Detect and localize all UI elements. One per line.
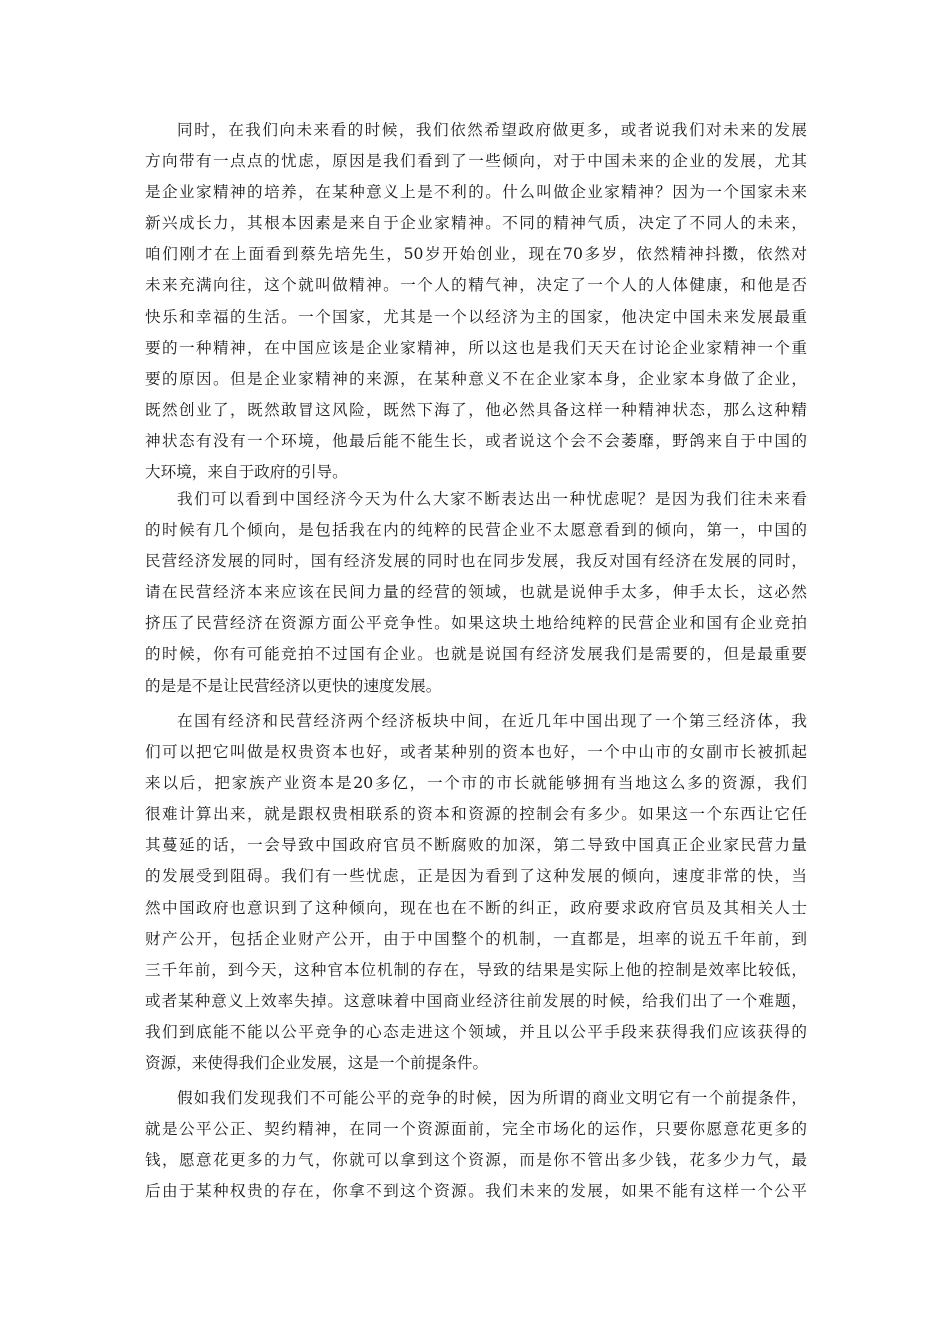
text-line: 钱，愿意花更多的力气，你就可以拿到这个资源，而是你不管出多少钱，花多少力气，最 (145, 1151, 807, 1170)
text-line: 方向带有一点点的忧虑，原因是我们看到了一些倾向，对于中国未来的企业的发展，尤其 (145, 152, 807, 171)
text-line: 大环境，来自于政府的引导。 (145, 463, 348, 482)
paragraph-4 (145, 1083, 807, 1207)
text-line: 未来充满向往，这个就叫做精神。一个人的精气神，决定了一个人的人体健康，和他是否 (145, 276, 807, 295)
text-line: 的时候，你有可能竞拍不过国有企业。也就是说国有经济发展我们是需要的，但是最重要 (145, 645, 807, 664)
text-line: 新兴成长力，其根本因素是来自于企业家精神。不同的精神气质，决定了不同人的未来， (145, 214, 807, 233)
text-line: 资源，来使得我们企业发展，这是一个前提条件。 (145, 1054, 489, 1073)
text-line: 就是公平公正、契约精神，在同一个资源面前，完全市场化的运作，只要你愿意花更多的 (145, 1120, 807, 1139)
paragraph-3 (145, 706, 807, 1079)
text-line: 是企业家精神的培养，在某种意义上是不利的。什么叫做企业家精神？因为一个国家未来 (145, 183, 807, 202)
text-line: 请在民营经济本来应该在民间力量的经营的领域，也就是说伸手太多，伸手太长，这必然 (145, 583, 807, 602)
text-line: 然中国政府也意识到了这种倾向，现在也在不断的纠正，政府要求政府官员及其相关人士 (145, 898, 807, 917)
text-line: 的时候有几个倾向，是包括我在内的纯粹的民营企业不太愿意看到的倾向，第一，中国的 (145, 521, 807, 540)
text-line: 咱们刚才在上面看到蔡先培先生，50岁开始创业，现在70多岁，依然精神抖擞，依然对 (145, 245, 807, 264)
text-line: 来以后，把家族产业资本是20多亿，一个市的市长就能够拥有当地这么多的资源，我们 (145, 774, 807, 793)
paragraph-2 (145, 484, 807, 702)
text-line: 要的原因。但是企业家精神的来源，在某种意义不在企业家本身，企业家本身做了企业， (145, 369, 807, 388)
text-line: 在国有经济和民营经济两个经济板块中间，在近几年中国出现了一个第三经济体，我 (177, 712, 807, 730)
text-line: 既然创业了，既然敢冒这风险，既然下海了，他必然具备这样一种精神状态，那么这种精 (145, 400, 807, 419)
text-line: 财产公开，包括企业财产公开，由于中国整个的机制，一直都是，坦率的说五千年前，到 (145, 929, 807, 948)
text-line: 的是是不是让民营经济以更快的速度发展。 (145, 676, 442, 695)
text-line: 我们到底能不能以公平竞争的心态走进这个领域，并且以公平手段来获得我们应该获得的 (145, 1022, 807, 1041)
text-line: 同时，在我们向未来看的时候，我们依然希望政府做更多，或者说我们对未来的发展 (177, 121, 807, 139)
text-line: 挤压了民营经济在资源方面公平竞争性。如果这块土地给纯粹的民营企业和国有企业竞拍 (145, 614, 807, 633)
paragraph-1 (145, 115, 807, 488)
text-line: 我们可以看到中国经济今天为什么大家不断表达出一种忧虑呢？是因为我们往未来看 (177, 490, 807, 508)
text-line: 的发展受到阻碍。我们有一些忧虑，正是因为看到了这种发展的倾向，速度非常的快，当 (145, 867, 807, 886)
text-line: 后由于某种权贵的存在，你拿不到这个资源。我们未来的发展，如果不能有这样一个公平 (145, 1182, 807, 1201)
text-line: 假如我们发现我们不可能公平的竞争的时候，因为所谓的商业文明它有一个前提条件， (177, 1089, 807, 1107)
text-line: 三千年前，到今天，这种官本位机制的存在，导致的结果是实际上他的控制是效率比较低， (145, 960, 807, 979)
text-line: 要的一种精神，在中国应该是企业家精神，所以这也是我们天天在讨论企业家精神一个重 (145, 338, 807, 357)
text-line: 或者某种意义上效率失掉。这意味着中国商业经济往前发展的时候，给我们出了一个难题， (145, 991, 807, 1010)
text-line: 们可以把它叫做是权贵资本也好，或者某种别的资本也好，一个中山市的女副市长被抓起 (145, 743, 807, 762)
text-line: 神状态有没有一个环境，他最后能不能生长，或者说这个会不会萎靡，野鸽来自于中国的 (145, 431, 807, 450)
text-line: 很难计算出来，就是跟权贵相联系的资本和资源的控制会有多少。如果这一个东西让它任 (145, 805, 807, 824)
text-line: 快乐和幸福的生活。一个国家，尤其是一个以经济为主的国家，他决定中国未来发展最重 (145, 307, 807, 326)
text-line: 其蔓延的话，一会导致中国政府官员不断腐败的加深，第二导致中国真正企业家民营力量 (145, 836, 807, 855)
text-line: 民营经济发展的同时，国有经济发展的同时也在同步发展，我反对国有经济在发展的同时， (145, 552, 807, 571)
